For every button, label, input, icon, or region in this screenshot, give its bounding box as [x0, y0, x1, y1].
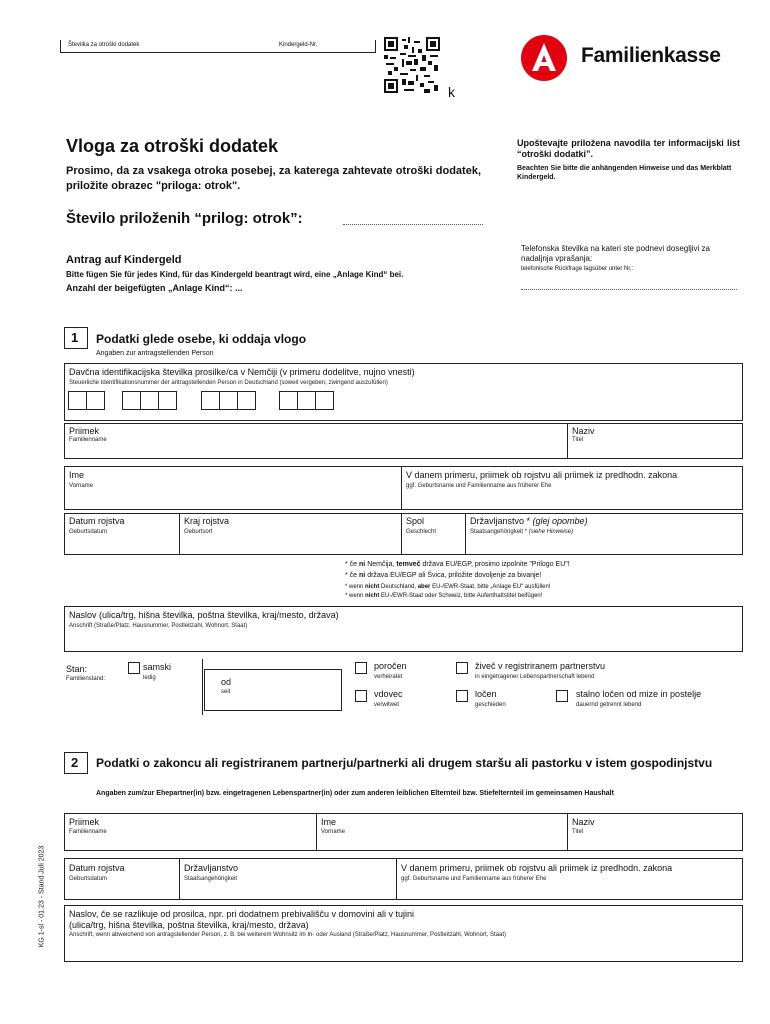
- address-label-de: Anschrift (Straße/Platz, Hausnummer, Postleitzahl, Wohnort, Staat): [69, 623, 248, 629]
- title-label: Naziv: [572, 426, 595, 436]
- phone-label-de: telefonische Rückfrage tagsüber unter Nr.:: [521, 266, 634, 272]
- since-label-de: seit: [221, 689, 231, 695]
- form-code: KG 1-sl - 01.23 - Stand Juli 2023: [38, 845, 46, 948]
- s2-dob-label-de: Geburtsdatum: [69, 876, 108, 882]
- page-title: Vloga za otroški dodatek: [66, 136, 279, 156]
- dob-row: [64, 513, 743, 555]
- footnote-residence: * če ni država EU/EGP ali Švica, priložite dovoljenje za bivanje!: [345, 572, 542, 579]
- section1-subtitle: Angaben zur antragstellenden Person: [96, 350, 214, 357]
- s2-dob-label: Datum rojstva: [69, 863, 125, 873]
- divorced-checkbox[interactable]: [456, 690, 468, 702]
- footnote-eu: * če ni Nemčija, temveč država EU/EGP, prosimo izpolnite "Prilogo EU"!: [345, 561, 570, 568]
- footnote-residence-de: * wenn nicht EU-/EWR-Staat oder Schweiz, bitte Aufenthaltstitel beifügen!: [345, 593, 543, 599]
- separated-checkbox[interactable]: [556, 690, 568, 702]
- firstname-label-de: Vorname: [69, 483, 94, 489]
- single-checkbox[interactable]: [128, 662, 140, 674]
- phone-label: Telefonska številka na kateri ste podnevi dosegljivi za nadaljnja vprašanja:: [521, 244, 710, 263]
- single-label-de: ledig: [143, 675, 156, 681]
- birthname-label-de: ggf. Geburtsname und Familienname aus früherer Ehe: [406, 483, 552, 489]
- separated-label-de: dauernd getrennt lebend: [576, 702, 642, 708]
- widowed-label-de: verwitwet: [374, 702, 400, 708]
- de-title: Antrag auf Kindergeld: [66, 254, 182, 266]
- address-label: Naslov (ulica/trg, hišna številka, poštna številka, kraj/mesto, država): [69, 610, 339, 620]
- birthname-label: V danem primeru, priimek ob rojstvu ali priimek iz predhodn. zakona: [406, 470, 678, 480]
- brand-name: Familienkasse: [581, 44, 721, 67]
- sex-label-de: Geschlecht: [406, 529, 437, 535]
- divorced-label: ločen: [475, 689, 497, 699]
- s2-nationality-label: Državljanstvo: [184, 863, 239, 873]
- surname-label: Priimek: [69, 426, 100, 436]
- de-intro: Bitte fügen Sie für jedes Kind, für das Kindergeld beantragt wird, eine „Anlage Kind“ bei.: [66, 270, 404, 279]
- phone-field[interactable]: [521, 288, 737, 290]
- s2-surname-label: Priimek: [69, 817, 100, 827]
- s2-address-label-1: Naslov, če se razlikuje od prosilca, npr. pri dodatnem prebivališču v domovini ali v tujini: [69, 909, 414, 919]
- section2-number: 2: [71, 755, 79, 770]
- attachment-count-field[interactable]: [343, 223, 483, 225]
- section2-subtitle: Angaben zum/zur Ehepartner(in) bzw. eingetragenen Lebenspartner(in) oder zum anderen leiblichen Elternteil bzw. Stiefelternteil im gemeinsamen Haushalt: [96, 790, 614, 797]
- s2-surname-label-de: Familienname: [69, 829, 107, 835]
- attachment-count-label: Število priloženih “prilog: otrok”:: [66, 210, 303, 227]
- married-label: poročen: [374, 661, 407, 671]
- nationality-label-de: Staatsangehörigkeit * (siehe Hinweise): [470, 529, 574, 535]
- nationality-label: Državljanstvo * (glej opombe): [470, 516, 588, 526]
- dob-label-de: Geburtsdatum: [69, 529, 108, 535]
- s2-nationality-label-de: Staatsangehörigkeit: [184, 876, 238, 882]
- child-number-label: Številka za otroški dodatek: [68, 42, 140, 48]
- note-sl: Upoštevajte priložena navodila ter informacijski list “otroški dodatki”.: [517, 138, 740, 159]
- s2-address-label-de: Anschrift, wenn abweichend von antragstellender Person, z. B. bei weiterem Wohnsitz im In- oder Ausland (Straße/Platz, Hausnummer, Postleitzahl, Wohnort, Staat): [69, 932, 506, 938]
- partnership-label: živeč v registriranem partnerstvu: [475, 661, 606, 671]
- surname-label-de: Familienname: [69, 437, 107, 443]
- s2-birthname-label-de: ggf. Geburtsname und Familienname aus früherer Ehe: [401, 876, 547, 882]
- widowed-checkbox[interactable]: [355, 690, 367, 702]
- s2-address-label-2: (ulica/trg, hišna številka, poštna številka, kraj/mesto, država): [69, 920, 309, 930]
- partnership-checkbox[interactable]: [456, 662, 468, 674]
- s2-birthname-label: V danem primeru, priimek ob rojstvu ali priimek iz predhodn. zakona: [401, 863, 673, 873]
- taxid-label: Davčna identifikacijska številka prosilke/ca v Nemčiji (v primeru dodelitve, nujno vnesti): [69, 367, 415, 377]
- taxid-sublabel: Steuerliche Identifikationsnummer der antragstellenden Person in Deutschland (soweit vergeben, zwingend auszufüllen): [69, 380, 388, 386]
- since-label: od: [221, 677, 232, 687]
- note-de: Beachten Sie bitte die anhängenden Hinweise und das Merkblatt Kindergeld.: [517, 165, 732, 181]
- title-label-de: Titel: [572, 437, 584, 443]
- de-count: Anzahl der beigefügten „Anlage Kind“: ...: [66, 283, 243, 293]
- s2-title-label-de: Titel: [572, 829, 584, 835]
- married-label-de: verheiratet: [374, 674, 403, 680]
- surname-row: [64, 423, 743, 459]
- divorced-label-de: geschieden: [475, 702, 506, 708]
- s2-title-label: Naziv: [572, 817, 595, 827]
- status-label-de: Familienstand:: [66, 676, 106, 682]
- section1-title: Podatki glede osebe, ki oddaja vlogo: [96, 332, 307, 346]
- married-checkbox[interactable]: [355, 662, 367, 674]
- status-label: Stan:: [66, 664, 88, 674]
- single-label: samski: [143, 662, 172, 672]
- widowed-label: vdovec: [374, 689, 403, 699]
- section1-number: 1: [71, 330, 79, 345]
- section2-title: Podatki o zakoncu ali registriranem partnerju/partnerki ali drugem staršu ali pastorku v istem gospodinjstvu: [96, 756, 713, 770]
- dob-label: Datum rojstva: [69, 516, 125, 526]
- pob-label: Kraj rojstva: [184, 516, 230, 526]
- s2-firstname-label: Ime: [321, 817, 337, 827]
- firstname-label: Ime: [69, 470, 85, 480]
- kindergeld-nr-label: Kindergeld-Nr.: [279, 42, 318, 48]
- partnership-label-de: in eingetragener Lebenspartnerschaft lebend: [475, 674, 595, 680]
- s2-name-row: [64, 813, 743, 851]
- qr-code: [384, 37, 440, 93]
- separated-label: stalno ločen od mize in postelje: [576, 689, 702, 699]
- intro-text: Prosimo, da za vsakega otroka posebej, za katerega zahtevate otroški dodatek, priložite obrazec "priloga: otrok".: [66, 165, 481, 192]
- pob-label-de: Geburtsort: [184, 529, 213, 535]
- sex-label: Spol: [406, 516, 425, 526]
- footnote-eu-de: * wenn nicht Deutschland, aber EU-/EWR-Staat, bitte „Anlage EU“ ausfüllen!: [345, 584, 551, 590]
- s2-firstname-label-de: Vorname: [321, 829, 346, 835]
- familienkasse-logo-icon: [520, 34, 568, 82]
- qr-suffix: k: [448, 84, 455, 100]
